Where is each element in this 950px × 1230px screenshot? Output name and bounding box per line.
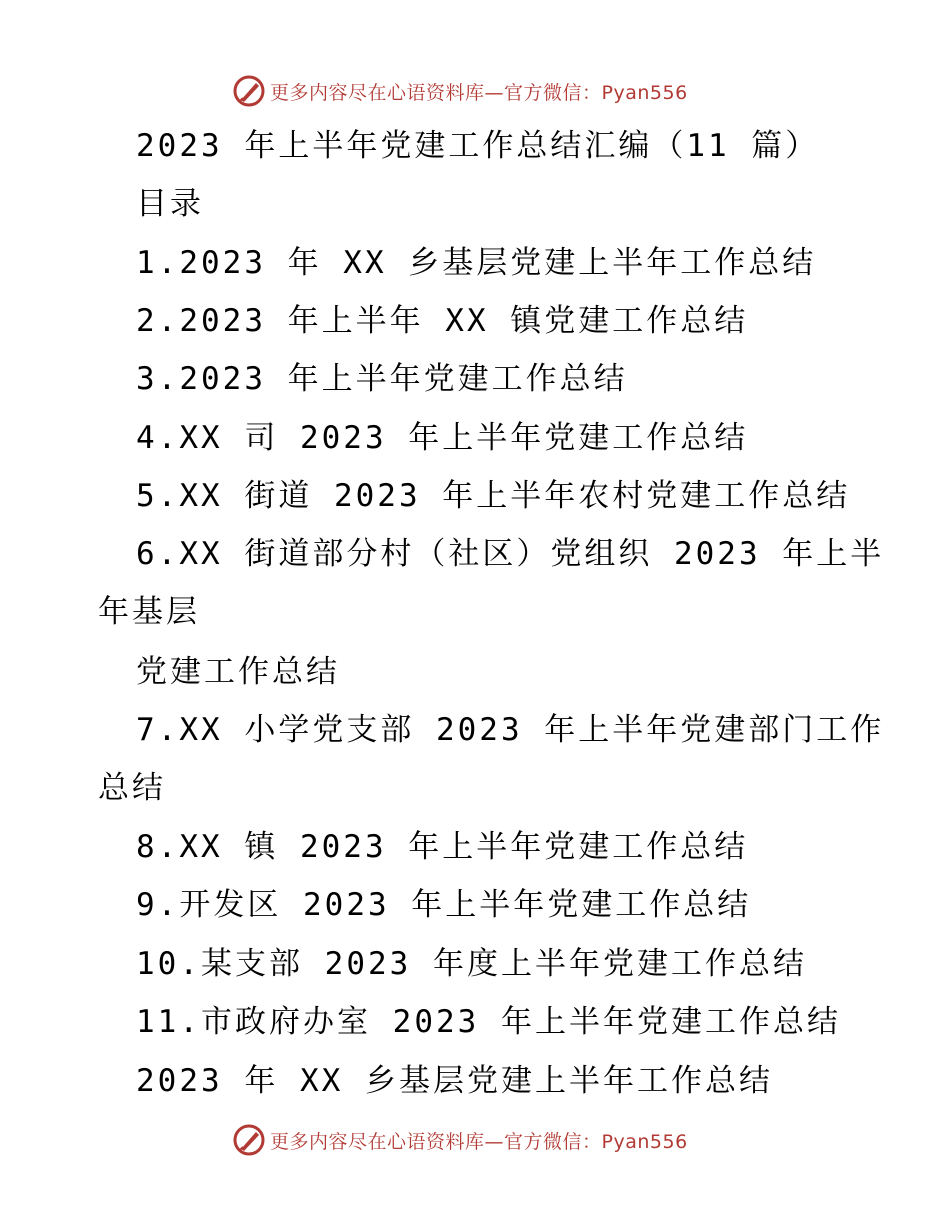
watermark-text: 更多内容尽在心语资料库—官方微信：Pyan556 [270,81,688,104]
watermark-wechat-id: Pyan556 [601,1130,688,1153]
toc-item-6-line-2: 年基层 [98,594,200,630]
toc-heading: 目录 [136,186,204,222]
toc-item-11: 11.市政府办室 2023 年上半年党建工作总结 [136,1004,841,1040]
quill-logo-icon [232,1123,266,1157]
toc-item-2: 2.2023 年上半年 XX 镇党建工作总结 [136,303,749,339]
toc-item-8: 8.XX 镇 2023 年上半年党建工作总结 [136,829,749,865]
header-watermark [232,73,688,109]
quill-logo-icon [232,74,266,108]
footer-watermark [232,1122,688,1158]
toc-item-6-line-3: 党建工作总结 [136,654,340,690]
toc-item-3: 3.2023 年上半年党建工作总结 [136,361,628,397]
toc-item-9: 9.开发区 2023 年上半年党建工作总结 [136,887,752,923]
section-title: 2023 年 XX 乡基层党建上半年工作总结 [136,1063,773,1099]
watermark-text: 更多内容尽在心语资料库—官方微信：Pyan556 [270,1130,688,1153]
toc-item-1: 1.2023 年 XX 乡基层党建上半年工作总结 [136,245,817,281]
toc-item-6-line-1: 6.XX 街道部分村（社区）党组织 2023 年上半 [136,536,885,572]
toc-item-7-line-2: 总结 [98,770,166,806]
toc-item-5: 5.XX 街道 2023 年上半年农村党建工作总结 [136,478,851,514]
toc-item-10: 10.某支部 2023 年度上半年党建工作总结 [136,946,807,982]
watermark-wechat-id: Pyan556 [601,81,688,104]
toc-item-4: 4.XX 司 2023 年上半年党建工作总结 [136,420,749,456]
toc-item-7-line-1: 7.XX 小学党支部 2023 年上半年党建部门工作 [136,712,885,748]
document-title: 2023 年上半年党建工作总结汇编（11 篇） [136,128,820,164]
